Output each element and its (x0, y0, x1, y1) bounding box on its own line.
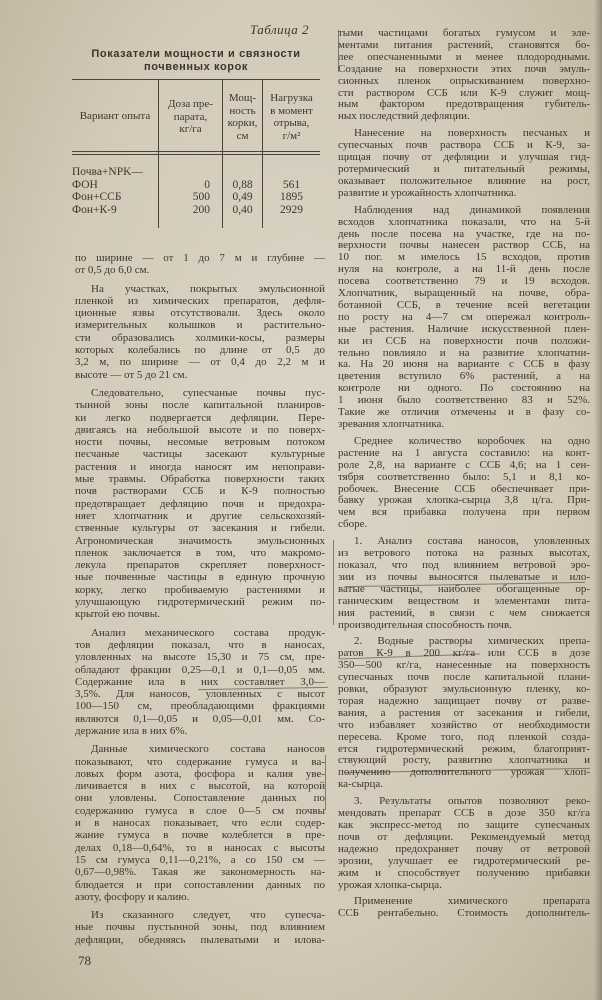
text-line: они уловлены. Сопоставление данных по (75, 792, 325, 805)
text-line: обладают фракции 0,25—0,1 и 0,1—0,05 мм. (75, 663, 325, 676)
text-line: всходов хлопчатника показали, что на 5-й (338, 215, 590, 228)
page-number: 78 (78, 953, 91, 968)
cell-thickness: 0,88 (232, 178, 253, 191)
text-line: ется гидротермический режим, благоприят- (338, 742, 590, 755)
text-line: сти раствором ССБ или К-9 служит мощ- (338, 86, 590, 99)
text-line: верхности почвы нанесен раствор ССБ, на (338, 239, 590, 252)
text-line: Из сказанного следует, что супесча- (91, 909, 325, 922)
text-line: ботанной ССБ, в течение всей вегетации (338, 298, 590, 311)
cell-load: 2929 (280, 203, 303, 216)
table-column-thickness (223, 179, 262, 217)
text-line: сионных пленок опрыскиванием поверхно- (338, 74, 590, 87)
text-line: растения и иногда наносят им непоправи- (75, 460, 325, 473)
text-line: 2. Водные растворы химических препа- (354, 635, 590, 648)
text-line: по ширине — от 1 до 7 м и глубине — (75, 252, 325, 264)
text-line: ствующий росту, развитию хлопчатника и (338, 754, 590, 767)
text-line: ватые частицы, наиболее обогащенные ор- (338, 582, 590, 595)
header-line: кг/га (179, 123, 202, 135)
text-line: Нанесение на поверхность песчаных и (354, 127, 590, 140)
text-line: Применение химического препарата (354, 895, 590, 908)
text-line: тельно повлияло и на развитие хлопчатни- (338, 346, 590, 359)
text-line: Следовательно, супесчаные почвы пус- (91, 386, 325, 399)
text-line: ротермический и питательный режимы, (338, 162, 590, 175)
text-line: Данные химического состава наносов (91, 743, 325, 756)
text-line: мые травмы. Обработка поверхности таких (75, 473, 325, 486)
cell-variant: Фон+К-9 (72, 203, 117, 216)
paragraph (75, 627, 325, 738)
table-row-variant (72, 166, 143, 216)
header-line: Вариант опыта (79, 110, 151, 122)
header-line: см (236, 129, 249, 142)
pencil-margin-mark (338, 30, 339, 72)
text-line: 3,2 м, по ширине — от 0,4 до 2,2 м и (75, 356, 325, 369)
header-line: в момент (270, 104, 313, 117)
text-line: как экспресс-метод по защите супесчаных (338, 819, 590, 831)
text-line: держание ила в них 6%. (75, 724, 188, 737)
text-line: получению дополнительного урожая хлоп- (338, 766, 590, 779)
text-line: сборе. (338, 518, 368, 531)
cell-load: 561 (282, 178, 301, 191)
table-heading-line: почвенных корок (143, 61, 249, 73)
cell-thickness: 0,49 (232, 191, 253, 203)
text-line: ционные язвы отсутствовали. Здесь около (75, 307, 325, 320)
text-line: ССБ рентабельно. Стоимость дополнитель- (338, 907, 590, 920)
text-line: измерительных колышков и растительно- (75, 319, 325, 332)
text-line: чем вся прибавка получена при первом (338, 506, 590, 519)
table-column-dose (159, 179, 210, 217)
paragraph (75, 283, 325, 381)
text-line: ки из ССБ на поверхности почв положи- (338, 334, 590, 347)
paragraph (75, 743, 325, 903)
text-line: жим и способствует получению прибавки (338, 866, 590, 879)
paragraph (338, 436, 590, 531)
text-line: высоте — от 5 до 21 см. (75, 368, 188, 381)
text-line: надежно предохраняет почву от ветровой (338, 842, 590, 855)
text-line: ности почвы, несомые ветровым потоком (75, 436, 325, 449)
text-line: ки легко подвергается дефляции. Пере- (75, 411, 325, 424)
text-line: растение на 1 августа составило: на конт- (338, 446, 590, 459)
text-line: ратов К-9 в 200 кг/га или ССБ в дозе (338, 647, 590, 660)
text-line: Содержание ила в них составляет 3,0— (75, 675, 325, 688)
cell-variant: ФОН (72, 178, 98, 191)
header-line: Доза пре- (168, 98, 213, 110)
text-line: ганическим веществом и элементами пита- (338, 594, 590, 607)
text-line: Такие же отличия отмечены и в фазу со- (338, 406, 590, 419)
text-line: сти образовались холмики-косы, размеры (75, 331, 325, 344)
table-header-rule (72, 151, 320, 152)
text-line: ные растения. Наличие искусственной плен- (338, 322, 590, 335)
header-line: Нагрузка (270, 92, 313, 104)
text-line: пересева. Кроме того, под пленкой созда- (338, 730, 590, 743)
header-line: отрыва, (273, 117, 310, 129)
text-line: являются 0,1—0,05 и 0,05—0,01 мм. Со- (75, 712, 325, 725)
text-line: тынной зоны после капитальной планиров- (75, 399, 325, 412)
text-line: личивается в них с высотой, на которой (75, 780, 325, 793)
text-line: бавку урожая хлопка-сырца 3,8 ц/га. При- (338, 494, 590, 507)
text-line: ные почвенные частицы в единую прочную (75, 571, 325, 584)
text-line: ка-сырца. (338, 778, 384, 791)
text-line: оказывает положительное влияние на рост, (338, 174, 590, 187)
header-line: Мощ- (228, 92, 257, 104)
table-heading (72, 48, 320, 74)
table-column-load (263, 179, 320, 217)
text-line: 0,67—0,98%. Такая же закономерность на- (75, 866, 325, 879)
text-line: зии из почвы выносятся пылеватые и ило- (338, 570, 590, 583)
paragraph (338, 896, 590, 920)
cell-dose: 200 (192, 203, 210, 216)
table-header-dose (159, 98, 222, 136)
text-line: тыми частицами богатых гумусом и эле- (338, 27, 590, 39)
text-line: торая надежно защищает почву от разве- (338, 694, 590, 707)
cell-thickness: 0,40 (232, 203, 253, 216)
paragraph (75, 909, 325, 946)
text-line: делах 0,18—0,64%, то в наносах с высоты (75, 841, 325, 854)
text-line: 100—150 см, преобладающими фракциями (75, 700, 325, 713)
text-line: ния растений, в связи с чем снижается (338, 606, 590, 619)
cell-dose: 500 (192, 191, 210, 203)
text-line: двигаясь на небольшой высоте и по поверх- (75, 423, 325, 436)
paragraph (75, 387, 325, 621)
pencil-margin-mark (333, 540, 334, 625)
text-line: Среднее количество коробочек на одно (354, 434, 590, 447)
text-line: от 0,5 до 6,0 см. (75, 264, 150, 277)
text-line: жание гумуса в почве колеблется в пре- (75, 829, 325, 842)
text-line: Анализ механического состава продук- (91, 626, 325, 639)
text-line: ные почвы пустынной зоны, под влиянием (75, 921, 325, 934)
text-line: производительная способность почв. (338, 618, 512, 631)
text-line: 1 июня было соответственно 83 и 52%. (338, 394, 590, 407)
paragraph (338, 28, 590, 123)
text-line: уловленных на высоте 15,30 и 75 см, пре- (75, 651, 325, 664)
text-line: супесчаных почв после капитальной плани- (338, 671, 590, 684)
text-line: роле 2,8, на варианте с ССБ 4,6; на 1 сен- (338, 458, 590, 471)
text-line: ровки, образуют эмульсионную пленку, ко- (338, 683, 590, 696)
text-line: крытой ею почвы. (75, 608, 160, 621)
text-line: корку, легко пробиваемую растениями и (75, 583, 325, 596)
table-caption: Таблица 2 (250, 22, 310, 37)
text-line: из ветрового потока на разных высотах, (338, 547, 590, 560)
cell-variant: Фон+ССБ (72, 191, 122, 203)
text-line: что избавляет хозяйство от необходимости (338, 718, 590, 731)
text-line: мендовать препарат ССБ в дозе 350 кг/га (338, 807, 590, 820)
text-line: содержанию гумуса в слое 0—5 см почвы (75, 804, 325, 817)
text-line: и в наносах показывает, что если содер- (75, 817, 325, 830)
header-line: г/м² (282, 129, 301, 142)
text-line: ловых форм азота, фосфора и калия уве- (75, 767, 325, 780)
text-line: урожая хлопка-сырца. (338, 878, 442, 891)
text-line: ка. На 20 июня на варианте с ССБ в фазу (338, 358, 590, 371)
text-line: почв растворами ССБ и К-9 полностью (75, 485, 325, 498)
left-text-column (75, 252, 325, 946)
text-line: посева соответственно 79 и 19 всходов. (338, 275, 590, 288)
text-line: На участках, покрытых эмульсионной (91, 282, 325, 295)
text-line: улучшающую гидротермический режим по- (75, 596, 325, 609)
text-line: 350—500 кг/га, нанесенные на поверхность (338, 659, 590, 672)
text-line: азоту, фосфору и калию. (75, 890, 190, 903)
text-line: блюдается и при сопоставлении данных по (75, 878, 325, 891)
cell-dose: 0 (204, 178, 210, 191)
table-header-rule (72, 154, 320, 155)
text-line: ментами питания растений, становятся бо- (338, 38, 590, 51)
text-line: предотвращает дефляцию почв и предохра- (75, 497, 325, 510)
text-line: Наблюдения над динамикой появления (354, 203, 590, 216)
text-line: 15 см гумуса 0,11—0,21%, а со 150 см — (75, 853, 325, 866)
text-line: лекула препаратов скрепляет поверхност- (75, 559, 325, 572)
text-line: робочек. Внесение ССБ обеспечивает при- (338, 482, 590, 495)
header-line: корки, (227, 117, 258, 129)
right-text-column (338, 28, 590, 920)
text-line: Агрономическая значимость эмульсионных (75, 534, 325, 547)
text-line: тября соответственно было: 5,1 и 8,1 ко- (338, 470, 590, 483)
text-line: почв от дефляции. Рекомендуемый метод (338, 830, 590, 843)
text-line: няет хлопчатник и другие сельскохозяй- (75, 509, 325, 522)
pencil-margin-mark (325, 755, 326, 810)
table-heading-line: Показатели мощности и связности (91, 48, 301, 60)
text-line: ственные культуры от засекания и гибели. (75, 522, 325, 535)
text-line: 10 пог. м имелось 15 всходов, против (338, 251, 590, 264)
table-header-load (263, 92, 320, 142)
text-line: контроле ни одного. По состоянию на (338, 382, 590, 395)
cell-variant: Почва+NPK— (72, 166, 143, 178)
text-line: песчаные частицы засекают культурные (75, 448, 325, 461)
paragraph (338, 796, 590, 891)
cell-load: 1895 (280, 191, 303, 203)
text-line: развитие и урожайность хлопчатника. (338, 186, 517, 199)
text-line: нуля на контроле, а на 11-й день после (338, 263, 590, 276)
header-line: ность (229, 104, 256, 117)
text-line: цветения вступило 6% растений, а на (338, 370, 590, 383)
paragraph (338, 128, 590, 199)
text-line: лее опесчаненными и менее плодородными. (338, 50, 590, 63)
text-line: зревания хлопчатника. (338, 418, 445, 430)
text-line: ным фактором предотвращения губитель- (338, 98, 590, 111)
text-line: день после посева на участке, где на по- (338, 227, 590, 240)
header-line: парата, (173, 110, 208, 123)
text-line: показал, что под влиянием ветровой эро- (338, 558, 590, 571)
text-line: вания, а растения от засекания и гибели, (338, 706, 590, 719)
paragraph (338, 205, 590, 431)
text-line: дефляции, обедняясь пылеватыми и илова- (75, 933, 325, 946)
paragraph (75, 252, 325, 277)
text-line: 1. Анализ состава наносов, уловленных (354, 535, 590, 548)
text-line: показывают, что содержание гумуса и ва- (75, 755, 325, 768)
text-line: щищая почву от дефляции и улучшая гид- (338, 151, 590, 164)
text-line: эрозии, улучшает ее гидротермический ре- (338, 854, 590, 867)
text-line: ных последствий дефляции. (338, 110, 470, 123)
text-line: пленок заключается в том, что макромо- (75, 546, 325, 559)
text-line: пленкой из химических препаратов, дефля- (75, 294, 325, 307)
text-line: Хлопчатник, выращенный на почве, обра- (338, 287, 590, 300)
text-line: по росту на 4—7 см опережал контроль- (338, 310, 590, 323)
table-header-thickness (223, 92, 262, 142)
text-line: супесчаных почв раствора ССБ и К-9, за- (338, 139, 590, 152)
text-line: 3,5%. Для наносов, уловленных с высот (75, 688, 325, 701)
text-line: которых колебались по длине от 0,5 до (75, 344, 325, 357)
table-header-variant (72, 110, 158, 123)
text-line: тов дефляции показал, что в наносах, (75, 638, 325, 651)
text-line: Создание на поверхности этих почв эмуль- (338, 62, 590, 75)
table-top-rule (72, 79, 320, 80)
page-edge-shadow (594, 0, 602, 1000)
text-line: 3. Результаты опытов позволяют реко- (354, 795, 590, 808)
